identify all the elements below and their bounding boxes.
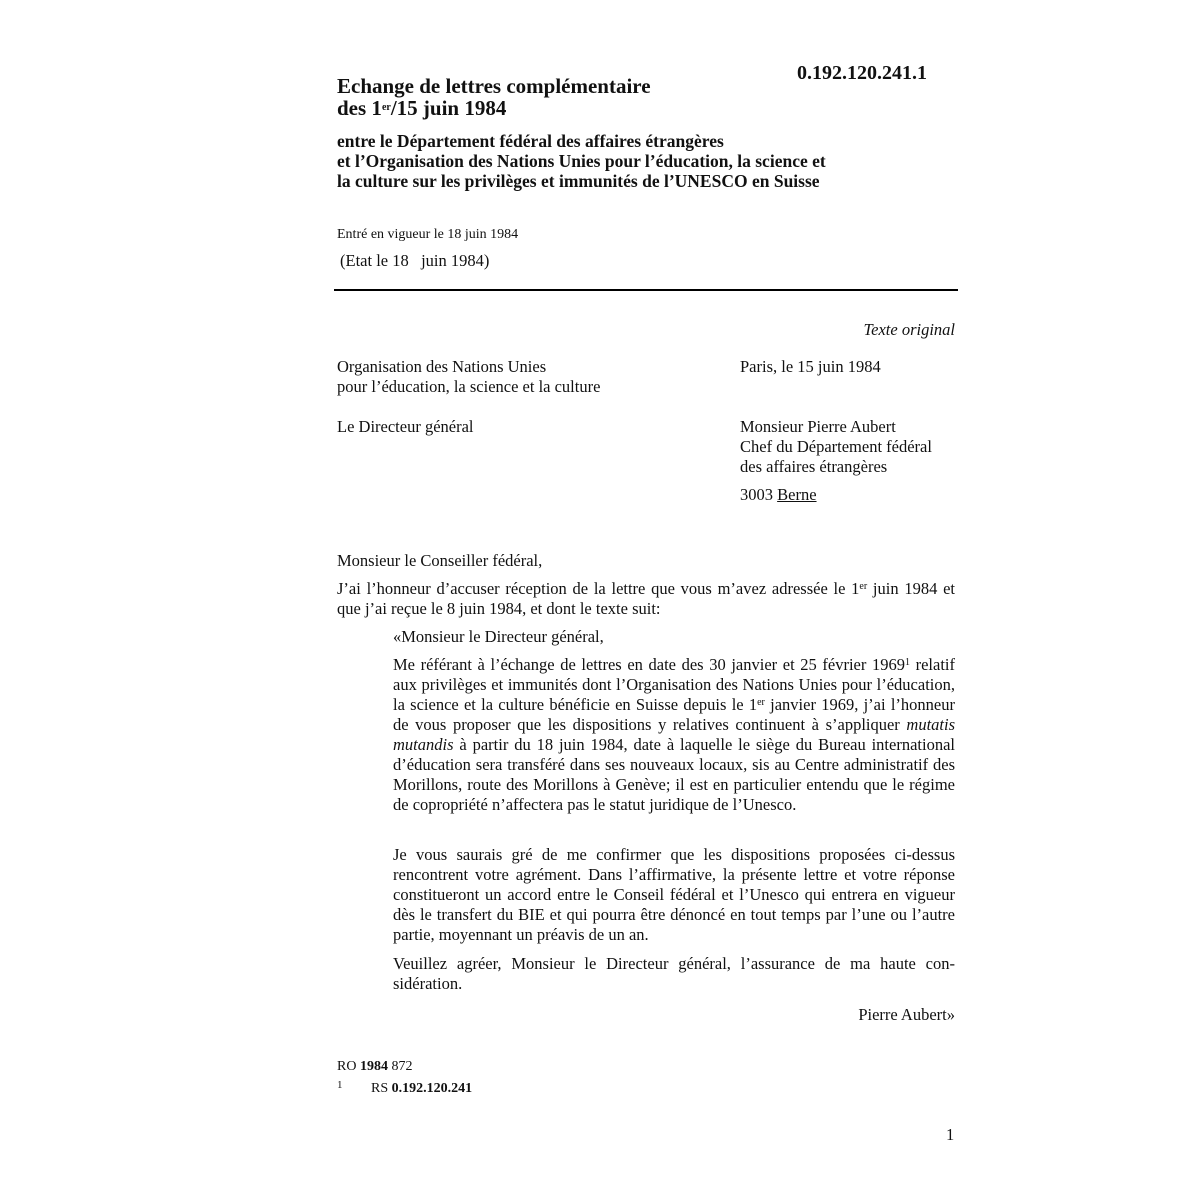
- original-text-label: Texte original: [863, 320, 955, 339]
- quoted-paragraph-2: Je vous saurais gré de me confirmer que les dispositions proposées ci-dessus rencontrent votre agrément. Dans l’affirmative, la présente lettre et votre réponse constitueront un accord entre le Conseil fédéral et l’Unesco qui entrera en vigueur dès le transfert du BIE et qui pourra être dénoncé en tout temps par l’une ou l’autre partie, moyennant un préavis de un an.: [393, 845, 955, 944]
- quoted-salutation: «Monsieur le Directeur général,: [393, 627, 604, 646]
- subtitle-line-2: et l’Organisation des Nations Unies pour l’éducation, la science et: [337, 151, 826, 171]
- sender-org-line-2: pour l’éducation, la science et la culture: [337, 377, 601, 396]
- document-subtitle: [337, 131, 957, 191]
- place-date: Paris, le 15 juin 1984: [740, 357, 881, 376]
- recipient-line-3: des affaires étrangères: [740, 457, 888, 476]
- quoted-signature: Pierre Aubert»: [858, 1005, 955, 1024]
- quoted-p1-text-d: à partir du 18 juin 1984, date à laquelle le siège du Bureau international d’éducation sera transféré dans ses nouveaux locaux, sis au Centre administratif des Morillons, route des Morillons à Genève; il est en particulier entendu que le régime de copropriété n’affectera pas le statut juridique de l’Unesco.: [393, 735, 955, 814]
- state-date: (Etat le 18 juin 1984): [340, 251, 490, 270]
- salutation: Monsieur le Conseiller fédéral,: [337, 551, 543, 570]
- quoted-paragraph-3: Veuillez agréer, Monsieur le Directeur général, l’assurance de ma haute considération.: [393, 954, 955, 993]
- recipient-line-2: Chef du Département fédéral: [740, 437, 932, 456]
- recipient-address: [740, 417, 932, 505]
- recipient-city-line: [740, 485, 932, 505]
- quoted-p1-text-b: relatif aux privilèges et immunités dont l’Organisation des Nations Unies pour l’éducation, la science et la culture bénéficie en Suisse depuis le 1: [393, 655, 955, 714]
- quoted-p1-text-c: janvier 1969, j’ai l’honneur de vous proposer que les dispositions y relatives continuent à s’appliquer: [393, 695, 955, 734]
- footnote-reference: 0.192.120.241: [391, 1081, 473, 1096]
- footnote-prefix: RS: [371, 1081, 392, 1096]
- quoted-paragraph-1: [393, 655, 955, 815]
- title-line-1: Echange de lettres complémentaire: [337, 74, 651, 98]
- recipient-city: Berne: [777, 485, 817, 504]
- subtitle-line-3: la culture sur les privilèges et immunités de l’UNESCO en Suisse: [337, 171, 820, 191]
- ro-year: 1984: [359, 1059, 388, 1074]
- intro-paragraph: [337, 579, 955, 619]
- title-line-2: [337, 97, 767, 119]
- ro-prefix: RO: [337, 1059, 360, 1074]
- ro-page: 872: [387, 1059, 413, 1074]
- quoted-p1-superscript: er: [757, 697, 765, 708]
- sr-reference-number: 0.192.120.241.1: [797, 62, 927, 84]
- sender-org-line-1: Organisation des Nations Unies: [337, 357, 547, 376]
- quoted-p1-text-a: Me référant à l’échange de lettres en date des 30 janvier et 25 février 1969: [393, 655, 905, 674]
- footnote-text: [371, 1081, 472, 1097]
- recipient-postcode: 3003: [740, 485, 773, 504]
- entry-into-force: Entré en vigueur le 18 juin 1984: [337, 227, 519, 242]
- sender-role: Le Directeur général: [337, 417, 474, 436]
- document-title: [337, 75, 767, 119]
- intro-text-1: J’ai l’honneur d’accuser réception de la lettre que vous m’avez adressée le 1: [337, 579, 860, 598]
- title-date-superscript: er: [381, 102, 391, 113]
- intro-superscript: er: [859, 581, 868, 592]
- quoted-p1-italic: mutatis mutandis: [393, 715, 955, 754]
- subtitle-line-1: entre le Département fédéral des affaires étrangères: [337, 131, 724, 151]
- intro-text-2: juin 1984 et que j’ai reçue le 8 juin 1984, et dont le texte suit:: [337, 579, 955, 618]
- title-date-end: /15 juin 1984: [390, 96, 507, 120]
- sender-organization: [337, 357, 600, 397]
- footnote-number: 1: [337, 1079, 343, 1091]
- header-divider: [334, 289, 958, 291]
- title-date-start: des 1: [337, 96, 382, 120]
- recipient-name: Monsieur Pierre Aubert: [740, 417, 896, 436]
- page-number: 1: [946, 1125, 955, 1144]
- footnote-marker: 1: [904, 657, 910, 668]
- ro-reference: [337, 1059, 412, 1075]
